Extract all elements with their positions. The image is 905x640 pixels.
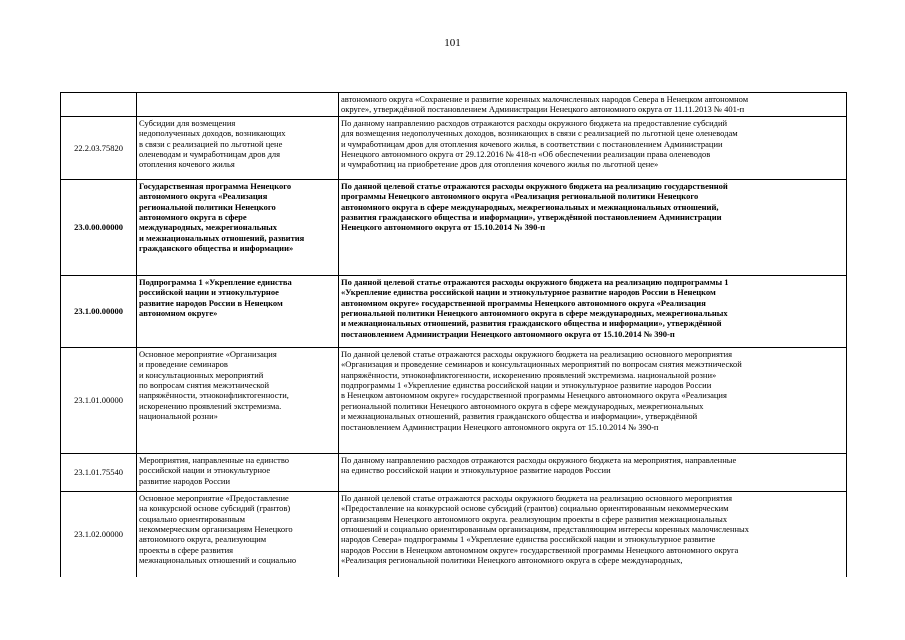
target-name-cell: Основное мероприятие «Предоставление на конкурсной основе субсидий (грантов) социально ориентированным некоммерческим организациям Ненецкого автономного округа, реализующим проекты в сфере развития межнациональных отношений и социально — [137, 491, 339, 577]
target-description-cell: По данной целевой статье отражаются расходы окружного бюджета на реализацию основного мероприятия «Организация и проведение семинаров и консультационных мероприятий по вопросам снятия межэтнической напряжённости, этноконфликтогенности, искоренению проявлений экстремизма. национальной розни» подпрограммы 1 «Укрепление единства российской нации и этнокультурное развитие народов России в Ненецком автономном округе» государственной программы Ненецкого автономного округа «Реализация региональной политики Ненецкого автономного округа в сфере международных, межрегиональных и межнациональных отношений, развития гражданского общества и информации», утверждённой постановлением Администрации Ненецкого автономного округа от 15.10.2014 № 390-п — [339, 347, 847, 453]
table-row — [61, 275, 847, 347]
budget-classification-table — [60, 92, 847, 577]
target-code-cell: 23.0.00.00000 — [61, 179, 137, 275]
target-name-cell: Подпрограмма 1 «Укрепление единства российской нации и этнокультурное развитие народов России в Ненецком автономном округе» — [137, 275, 339, 347]
target-name-cell — [137, 93, 339, 117]
target-description-cell: По данному направлению расходов отражаются расходы окружного бюджета на предоставление субсидий для возмещения недополученных доходов, возникающих в связи с реализацией по льготной цене оленеводам и чумработницам дров для отопления кочевого жилья, в соответствии с постановлением Администрации Ненецкого автономного округа от 29.12.2016 № 418-п «Об обеспечении реализации права оленеводов и чумработниц на приобретение дров для отопления кочевого жилья по льготной цене» — [339, 116, 847, 179]
table-row — [61, 179, 847, 275]
target-description-cell: По данной целевой статье отражаются расходы окружного бюджета на реализацию подпрограммы 1 «Укрепление единства российской нации и этнокультурное развитие народов России в Ненецком автономном округе» государственной программы Ненецкого автономного округа «Реализация региональной политики Ненецкого автономного округа в сфере международных, межрегиональных и межнациональных отношений, развития гражданского общества и информации», утверждённой постановлением Администрации Ненецкого автономного округа от 15.10.2014 № 390-п — [339, 275, 847, 347]
target-description-cell: По данной целевой статье отражаются расходы окружного бюджета на реализацию основного мероприятия «Предоставление на конкурсной основе субсидий (грантов) социально ориентированным некоммерческим организациям Ненецкого автономного округа. реализующим проекты в сфере развития межнациональных отношений и социально ориентированным организациям, представляющим интересы коренных малочисленных народов Севера» подпрограммы 1 «Укрепление единства российской нации и этнокультурное развитие народов России в Ненецком автономном округе» государственной программы Ненецкого автономного округа «Реализация региональной политики Ненецкого автономного округа в сфере международных, — [339, 491, 847, 577]
target-code-cell: 22.2.03.75820 — [61, 116, 137, 179]
target-code-cell: 23.1.00.00000 — [61, 275, 137, 347]
page-number: 101 — [444, 37, 461, 49]
target-name-cell: Субсидии для возмещения недополученных доходов, возникающих в связи с реализацией по льготной цене оленеводам и чумработницам дров для отопления кочевого жилья — [137, 116, 339, 179]
target-code-cell: 23.1.01.75540 — [61, 453, 137, 491]
table-row — [61, 491, 847, 577]
table-row — [61, 453, 847, 491]
target-description-cell: автономного округа «Сохранение и развитие коренных малочисленных народов Севера в Ненецком автономном округе», утверждённой постановлением Администрации Ненецкого автономного округа от 11.11.2013 № 401-п — [339, 93, 847, 117]
target-name-cell: Государственная программа Ненецкого автономного округа «Реализация региональной политики Ненецкого автономного округа в сфере международных, межрегиональных и межнациональных отношений, развития гражданского общества и информации» — [137, 179, 339, 275]
target-code-cell — [61, 93, 137, 117]
target-description-cell: По данной целевой статье отражаются расходы окружного бюджета на реализацию государственной программы Ненецкого автономного округа «Реализация региональной политики Ненецкого автономного округа в сфере международных, межрегиональных и межнациональных отношений, развития гражданского общества и информации», утверждённой постановлением Администрации Ненецкого автономного округа от 15.10.2014 № 390-п — [339, 179, 847, 275]
target-description-cell: По данному направлению расходов отражаются расходы окружного бюджета на мероприятия, направленные на единство российской нации и этнокультурное развитие народов России — [339, 453, 847, 491]
table-row — [61, 93, 847, 117]
table-row — [61, 116, 847, 179]
target-code-cell: 23.1.02.00000 — [61, 491, 137, 577]
table-row — [61, 347, 847, 453]
target-code-cell: 23.1.01.00000 — [61, 347, 137, 453]
target-name-cell: Основное мероприятие «Организация и проведение семинаров и консультационных мероприятий по вопросам снятия межэтнической напряжённости, этноконфликтогенности, искоренению проявлений экстремизма. национальной розни» — [137, 347, 339, 453]
target-name-cell: Мероприятия, направленные на единство российской нации и этнокультурное развитие народов России — [137, 453, 339, 491]
